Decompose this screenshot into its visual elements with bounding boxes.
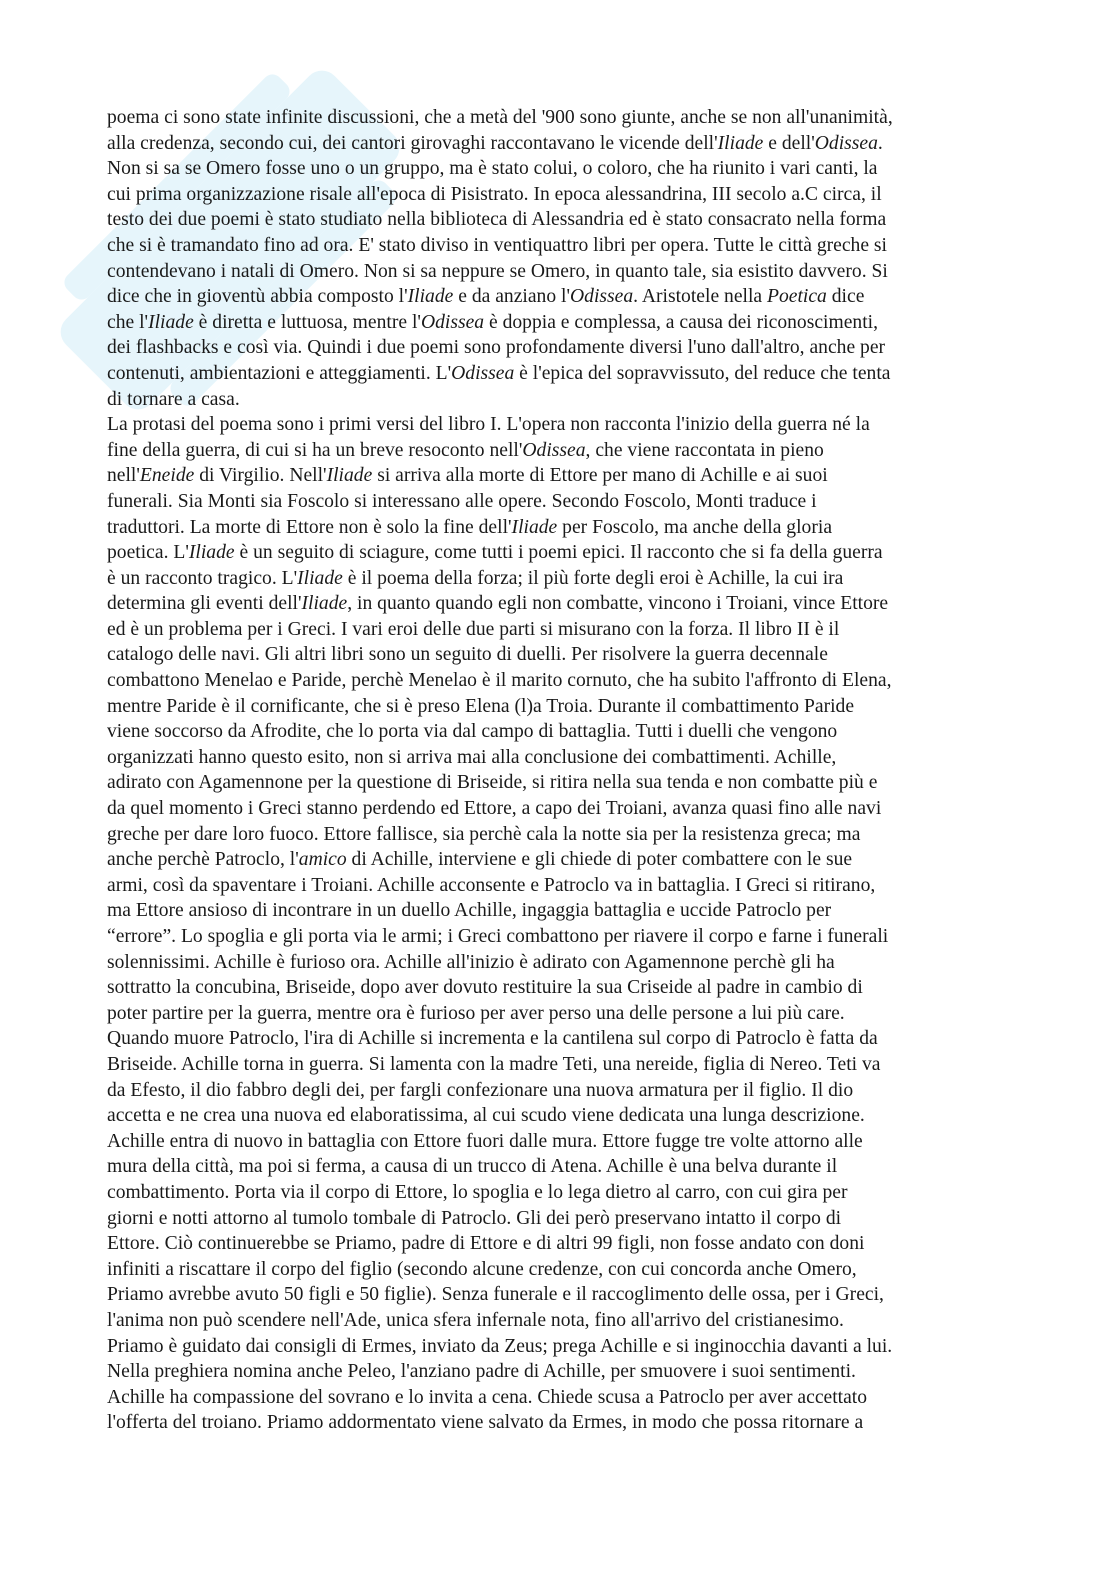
text-run: Quando muore Patroclo, l'ira di Achille si incrementa e la cantilena sul corpo di Patroclo è fatta da <box>107 1028 878 1050</box>
text-line <box>107 668 1012 694</box>
text-line <box>107 642 1012 668</box>
text-run: contendevano i natali di Omero. Non si sa neppure se Omero, in quanto tale, sia esistito davvero. Si <box>107 260 888 282</box>
text-line <box>107 1052 1012 1078</box>
text-run: contenuti, ambientazioni e atteggiamenti. L' <box>107 362 452 384</box>
text-run: alla credenza, secondo cui, dei cantori girovaghi raccontavano le vicende dell' <box>107 132 718 154</box>
text-run: funerali. Sia Monti sia Foscolo si interessano alle opere. Secondo Foscolo, Monti traduce i <box>107 490 817 512</box>
text-line <box>107 412 1012 438</box>
text-run: “errore”. Lo spoglia e gli porta via le armi; i Greci combattono per riavere il corpo e farne i funerali <box>107 926 889 947</box>
text-run: l'anima non può scendere nell'Ade, unica sfera infernale nota, fino all'arrivo del cristianesimo. <box>107 1309 844 1331</box>
text-run: Non si sa se Omero fosse uno o un gruppo, ma è stato colui, o coloro, che ha riunito i vari canti, la <box>107 158 878 180</box>
italic-title: Odissea <box>814 132 878 154</box>
italic-title: Iliade <box>407 286 454 308</box>
text-run: l'offerta del troiano. Priamo addormentato viene salvato da Ermes, in modo che possa ritornare a <box>107 1412 864 1434</box>
text-run: infiniti a riscattare il corpo del figlio (secondo alcune credenze, con cui concorda anche Omero, <box>107 1258 857 1280</box>
text-line <box>107 873 1012 899</box>
text-line <box>107 1257 1012 1283</box>
document-body <box>107 105 1012 1436</box>
text-line <box>107 745 1012 771</box>
text-line <box>107 361 1012 387</box>
text-line <box>107 515 1012 541</box>
text-line <box>107 1103 1012 1129</box>
italic-title: Iliade <box>148 311 194 333</box>
text-run: determina gli eventi dell' <box>107 593 302 615</box>
text-run: , che viene raccontata in pieno <box>585 439 824 461</box>
text-line <box>107 105 1012 131</box>
text-run: e dell' <box>763 132 815 154</box>
text-line <box>107 1359 1012 1385</box>
text-run: fine della guerra, di cui si ha un breve resoconto nell' <box>107 439 523 461</box>
text-run: ma Ettore ansioso di incontrare in un duello Achille, ingaggia battaglia e uccide Patroclo per <box>107 900 832 922</box>
text-line <box>107 463 1012 489</box>
text-run: da quel momento i Greci stanno perdendo ed Ettore, a capo dei Troiani, avanza quasi fino alle navi <box>107 798 882 820</box>
text-line <box>107 387 1012 413</box>
text-run: . Aristotele nella <box>633 286 768 308</box>
text-line <box>107 1129 1012 1155</box>
text-run: solennissimi. Achille è furioso ora. Achille all'inizio è adirato con Agamennone perchè gli ha <box>107 951 835 973</box>
text-line <box>107 796 1012 822</box>
text-line <box>107 284 1012 310</box>
text-run: per Foscolo, ma anche della gloria <box>557 516 833 538</box>
italic-title: Eneide <box>139 465 195 487</box>
text-run: anche perchè Patroclo, l' <box>107 849 299 871</box>
text-run: è il poema della forza; il più forte degli eroi è Achille, la cui ira <box>342 567 844 589</box>
text-run: è un racconto tragico. L' <box>107 567 298 589</box>
text-run: , in quanto quando egli non combatte, vincono i Troiani, vince Ettore <box>347 593 889 615</box>
text-run: testo dei due poemi è stato studiato nella biblioteca di Alessandria ed è stato consacrato nella forma <box>107 209 887 231</box>
text-run: Priamo avrebbe avuto 50 figli e 50 figlie). Senza funerale e il raccoglimento delle ossa, per i Greci, <box>107 1284 884 1306</box>
text-run: che l' <box>107 311 149 333</box>
text-run: mentre Paride è il cornificante, che si è preso Elena (l)a Troia. Durante il combattimento Paride <box>107 695 855 717</box>
text-run: poema ci sono state infinite discussioni, che a metà del '900 sono giunte, anche se non all'unanimità, <box>107 107 893 128</box>
italic-title: Iliade <box>188 542 235 564</box>
italic-title: Poetica <box>767 286 827 308</box>
text-run: di Virgilio. Nell' <box>194 465 327 487</box>
text-line <box>107 182 1012 208</box>
text-line <box>107 1078 1012 1104</box>
text-run: cui prima organizzazione risale all'epoca di Pisistrato. In epoca alessandrina, III secolo a.C circa, il <box>107 183 882 205</box>
text-run: combattono Menelao e Paride, perchè Menelao è il marito cornuto, che ha subito l'affronto di Elena, <box>107 670 892 692</box>
text-run: poter partire per la guerra, mentre ora è furioso per aver perso una delle persone a lui più care. <box>107 1002 845 1024</box>
text-run: che si è tramandato fino ad ora. E' stato diviso in ventiquattro libri per opera. Tutte le città greche si <box>107 234 887 256</box>
text-line <box>107 233 1012 259</box>
text-run: Priamo è guidato dai consigli di Ermes, inviato da Zeus; prega Achille e si inginocchia davanti a lui. <box>107 1335 893 1357</box>
text-line <box>107 694 1012 720</box>
text-run: Ettore. Ciò continuerebbe se Priamo, padre di Ettore e di altri 99 figli, non fosse andato con doni <box>107 1233 865 1255</box>
text-line <box>107 1231 1012 1257</box>
italic-title: Odissea <box>451 362 515 384</box>
text-line <box>107 898 1012 924</box>
text-line <box>107 1410 1012 1436</box>
text-line <box>107 566 1012 592</box>
text-run: sottratto la concubina, Briseide, dopo aver dovuto restituire la sua Criseide al padre in cambio di <box>107 977 863 999</box>
text-line <box>107 438 1012 464</box>
text-line <box>107 259 1012 285</box>
italic-title: Iliade <box>717 132 764 154</box>
text-run: organizzati hanno questo esito, non si arriva mai alla conclusione dei combattimenti. Achille, <box>107 746 837 768</box>
text-line <box>107 131 1012 157</box>
text-run: di Achille, interviene e gli chiede di poter combattere con le sue <box>346 849 853 871</box>
text-line <box>107 924 1012 950</box>
text-run: La protasi del poema sono i primi versi del libro I. L'opera non racconta l'inizio della guerra né la <box>107 414 870 436</box>
text-run: traduttori. La morte di Ettore non è solo la fine dell' <box>107 516 512 538</box>
text-run: dice che in gioventù abbia composto l' <box>107 286 408 308</box>
text-run: accetta e ne crea una nuova ed elaboratissima, al cui scudo viene dedicata una lunga descrizione. <box>107 1105 865 1127</box>
text-line <box>107 1180 1012 1206</box>
text-run: catalogo delle navi. Gli altri libri sono un seguito di duelli. Per risolvere la guerra decennale <box>107 644 828 666</box>
text-run: si arriva alla morte di Ettore per mano di Achille e ai suoi <box>372 465 828 487</box>
text-line <box>107 950 1012 976</box>
italic-title: Iliade <box>297 567 343 589</box>
italic-title: Iliade <box>326 465 373 487</box>
text-run: adirato con Agamennone per la questione di Briseide, si ritira nella sua tenda e non combatte più e <box>107 772 878 794</box>
text-run: Nella preghiera nomina anche Peleo, l'anziano padre di Achille, per smuovere i suoi sentimenti. <box>107 1361 856 1383</box>
text-run: Achille entra di nuovo in battaglia con Ettore fuori dalle mura. Ettore fugge tre volte attorno alle <box>107 1130 863 1152</box>
text-run: poetica. L' <box>107 542 189 564</box>
text-line <box>107 822 1012 848</box>
text-line <box>107 1001 1012 1027</box>
text-run: Achille ha compassione del sovrano e lo invita a cena. Chiede scusa a Patroclo per aver accettato <box>107 1386 868 1408</box>
text-line <box>107 847 1012 873</box>
italic-title: Iliade <box>511 516 558 538</box>
text-run: da Efesto, il dio fabbro degli dei, per fargli confezionare una nuova armatura per il figlio. Il dio <box>107 1079 854 1101</box>
text-run: combattimento. Porta via il corpo di Ettore, lo spoglia e lo lega dietro al carro, con cui gira per <box>107 1181 848 1203</box>
text-run: greche per dare loro fuoco. Ettore fallisce, sia perchè cala la notte sia per la resistenza greca; ma <box>107 823 861 845</box>
text-run: armi, così da spaventare i Troiani. Achille acconsente e Patroclo va in battaglia. I Greci si ritirano, <box>107 874 876 896</box>
text-line <box>107 489 1012 515</box>
text-run: è diretta e luttuosa, mentre l' <box>193 311 421 333</box>
text-line <box>107 156 1012 182</box>
text-run: viene soccorso da Afrodite, che lo porta via dal campo di battaglia. Tutti i duelli che vengono <box>107 721 838 743</box>
italic-title: Iliade <box>301 593 348 615</box>
text-run: dice <box>826 286 865 308</box>
text-line <box>107 975 1012 1001</box>
text-line <box>107 591 1012 617</box>
text-line <box>107 207 1012 233</box>
text-run: . <box>877 132 883 154</box>
italic-title: Odissea <box>420 311 485 333</box>
text-line <box>107 770 1012 796</box>
text-line <box>107 1385 1012 1411</box>
text-line <box>107 719 1012 745</box>
italic-title: Odissea <box>570 286 634 308</box>
text-run: giorni e notti attorno al tumolo tombale di Patroclo. Gli dei però preservano intatto il corpo di <box>107 1207 842 1229</box>
text-run: di tornare a casa. <box>107 388 240 410</box>
italic-title: Odissea <box>522 439 586 461</box>
text-run: è un seguito di sciagure, come tutti i poemi epici. Il racconto che si fa della guerra <box>234 542 883 564</box>
text-line <box>107 1282 1012 1308</box>
text-line <box>107 617 1012 643</box>
text-line <box>107 1334 1012 1360</box>
text-run: dei flashbacks e così via. Quindi i due poemi sono profondamente diversi l'uno dall'altro, anche per <box>107 337 886 359</box>
text-line <box>107 540 1012 566</box>
text-line <box>107 335 1012 361</box>
text-run: è l'epica del sopravvissuto, del reduce che tenta <box>514 362 891 384</box>
text-line <box>107 1026 1012 1052</box>
text-line <box>107 1206 1012 1232</box>
text-line <box>107 1308 1012 1334</box>
italic-title: amico <box>298 849 347 871</box>
text-run: ed è un problema per i Greci. I vari eroi delle due parti si misurano con la forza. Il libro II è il <box>107 618 840 640</box>
text-run: e da anziano l' <box>453 286 571 308</box>
text-line <box>107 310 1012 336</box>
text-run: nell' <box>107 465 140 487</box>
text-line <box>107 1154 1012 1180</box>
text-run: mura della città, ma poi si ferma, a causa di un trucco di Atena. Achille è una belva durante il <box>107 1156 838 1178</box>
text-run: è doppia e complessa, a causa dei riconoscimenti, <box>484 311 878 333</box>
text-run: Briseide. Achille torna in guerra. Si lamenta con la madre Teti, una nereide, figlia di Nereo. Teti va <box>107 1053 881 1075</box>
